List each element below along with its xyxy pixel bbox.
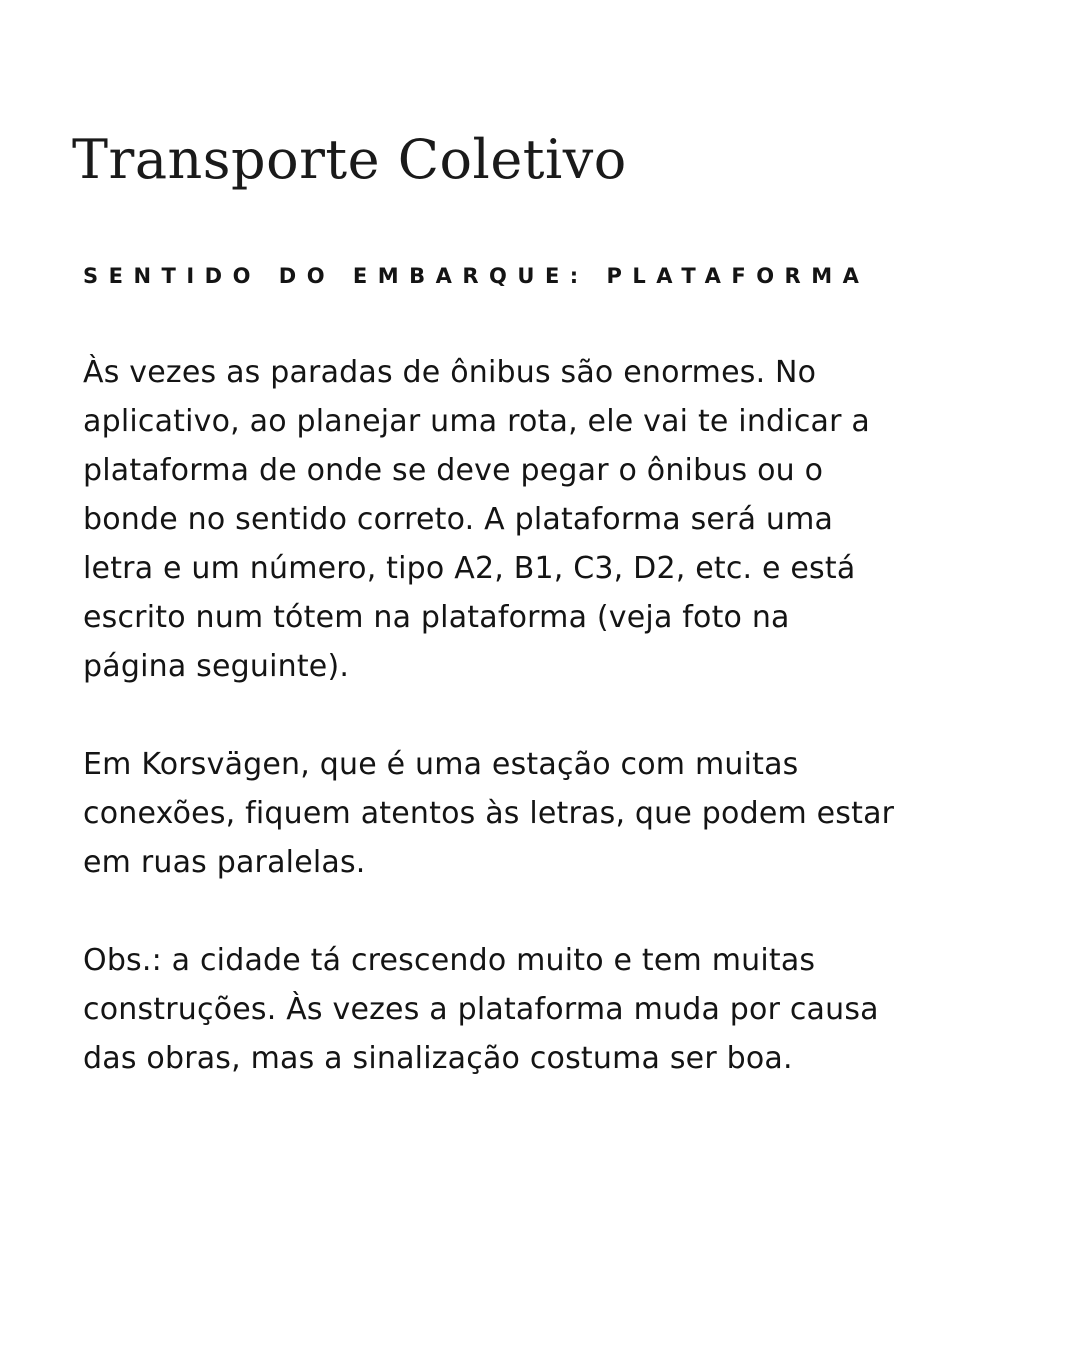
section-subtitle: SENTIDO DO EMBARQUE: PLATAFORMA (83, 264, 870, 288)
paragraph-line: Em Korsvägen, que é uma estação com muitas (83, 747, 799, 782)
paragraph-line: aplicativo, ao planejar uma rota, ele vai te indicar a (83, 404, 870, 439)
paragraph-line: letra e um número, tipo A2, B1, C3, D2, etc. e está (83, 551, 856, 586)
paragraph-line: Às vezes as paradas de ônibus são enormes. No (83, 355, 817, 390)
paragraph-line: bonde no sentido correto. A plataforma será uma (83, 502, 834, 537)
paragraph-line: página seguinte). (83, 649, 350, 684)
paragraph-line: plataforma de onde se deve pegar o ônibus ou o (83, 453, 824, 488)
page-title: Transporte Coletivo (72, 128, 627, 191)
paragraph-korsvagen (83, 740, 1003, 887)
paragraph-platform-intro (83, 348, 1003, 691)
paragraph-line: em ruas paralelas. (83, 845, 366, 880)
paragraph-line: conexões, fiquem atentos às letras, que podem estar (83, 796, 895, 831)
paragraph-line: Obs.: a cidade tá crescendo muito e tem muitas (83, 943, 816, 978)
paragraph-line: construções. Às vezes a plataforma muda por causa (83, 992, 879, 1027)
paragraph-line: escrito num tótem na plataforma (veja foto na (83, 600, 790, 635)
paragraph-line: das obras, mas a sinalização costuma ser boa. (83, 1041, 793, 1076)
paragraph-note (83, 936, 1003, 1083)
